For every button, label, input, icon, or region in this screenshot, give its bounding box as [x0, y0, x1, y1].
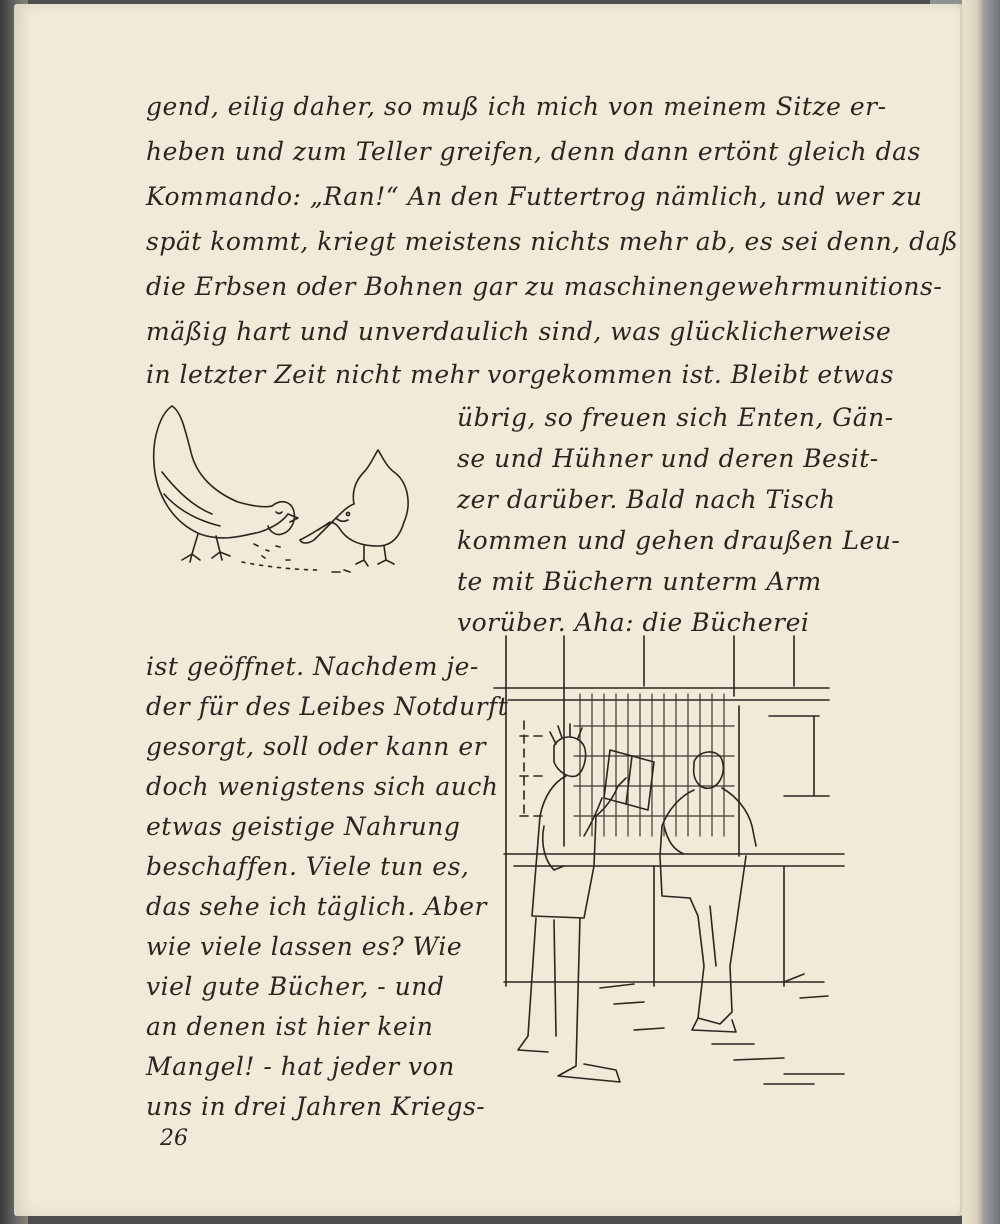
- text-line: etwas geistige Nahrung: [146, 812, 461, 841]
- book-page: [14, 4, 960, 1216]
- text-line: viel gute Bücher, - und: [146, 972, 445, 1001]
- text-line: übrig, so freuen sich Enten, Gän-: [457, 403, 894, 432]
- text-line: kommen und gehen draußen Leu-: [457, 526, 901, 555]
- text-line: se und Hühner und deren Besit-: [457, 444, 879, 473]
- text-line: te mit Büchern unterm Arm: [457, 567, 822, 596]
- text-line: in letzter Zeit nicht mehr vorgekommen ist. Bleibt etwas: [146, 360, 894, 389]
- text-line: uns in drei Jahren Kriegs-: [146, 1092, 486, 1121]
- text-line: beschaffen. Viele tun es,: [146, 852, 470, 881]
- text-line: der für des Leibes Notdurft: [146, 692, 509, 721]
- poultry-illustration: [142, 394, 412, 594]
- text-line: gesorgt, soll oder kann er: [146, 732, 487, 761]
- text-line: das sehe ich täglich. Aber: [146, 892, 487, 921]
- text-line: vorüber. Aha: die Bücherei: [457, 608, 810, 637]
- text-line: an denen ist hier kein: [146, 1012, 434, 1041]
- text-line: Mangel! - hat jeder von: [146, 1052, 455, 1081]
- page-number: 26: [160, 1126, 188, 1151]
- text-line: zer darüber. Bald nach Tisch: [457, 485, 836, 514]
- text-line: mäßig hart und unverdaulich sind, was glücklicherweise: [146, 317, 892, 346]
- text-line: doch wenigstens sich auch: [146, 772, 499, 801]
- text-line: die Erbsen oder Bohnen gar zu maschinengewehrmunitions-: [146, 272, 943, 301]
- text-line: wie viele lassen es? Wie: [146, 932, 463, 961]
- text-line: ist geöffnet. Nachdem je-: [146, 652, 479, 681]
- text-line: gend, eilig daher, so muß ich mich von meinem Sitze er-: [146, 92, 887, 121]
- page-edge: [962, 0, 1000, 1224]
- text-line: heben und zum Teller greifen, denn dann ertönt gleich das: [146, 137, 921, 166]
- text-line: Kommando: „Ran!“ An den Futtertrog nämlich, und wer zu: [146, 182, 923, 211]
- library-illustration: [484, 626, 854, 1106]
- text-line: spät kommt, kriegt meistens nichts mehr ab, es sei denn, daß: [146, 227, 959, 256]
